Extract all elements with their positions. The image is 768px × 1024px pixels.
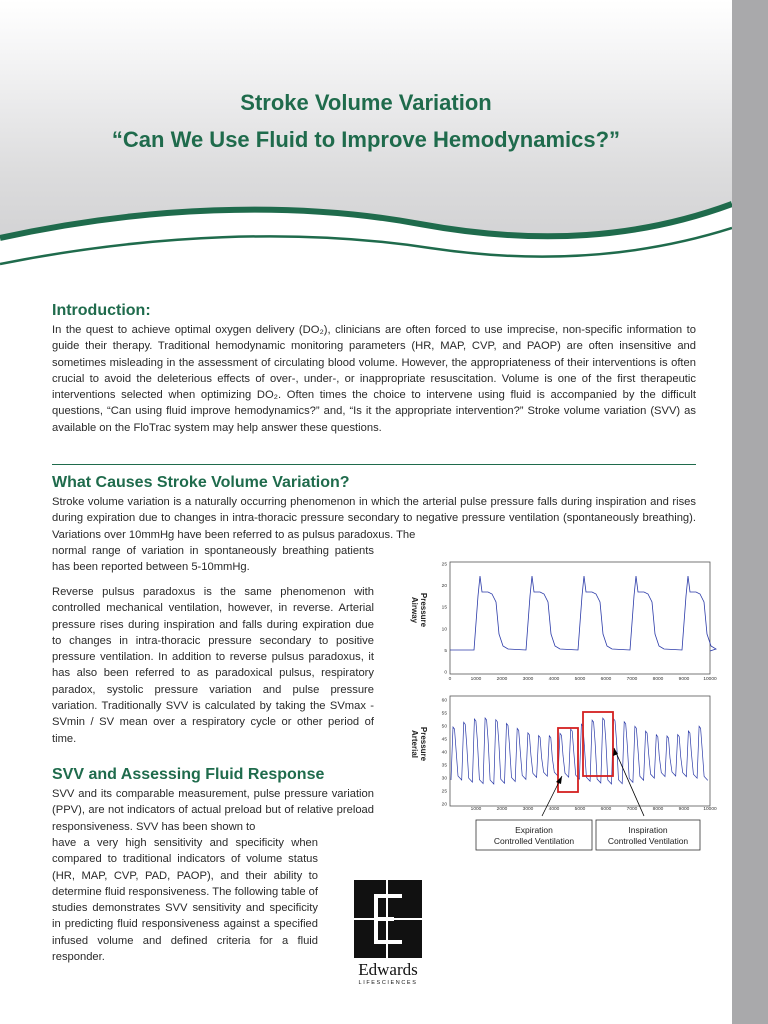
causes-heading: What Causes Stroke Volume Variation? <box>52 474 350 491</box>
arterial-y-tick: 20 <box>441 802 447 808</box>
intro-paragraph: In the quest to achieve optimal oxygen delivery (DO₂), clinicians are often forced to use imprecise, non-specific information to guide their therapy. Traditional hemodynamic monitoring parameters (HR, MAP, CVP, and PAOP) are often insensitive and sometimes misleading in the assessment of circulating blood volume. However, the appropriateness of their interventions is often crucial to avoid the deleterious effects of over-, under-, or inappropriate resuscitation. Volume is one of the first therapeutic interventions selected when optimizing DO₂. Often times the choice to intervene using fluid is accompanied by the difficult questions, “Can using fluid improve hemodynamics?” and, “Is it the appropriate intervention?” Stroke volume variation (SVV) as available on the FloTrac system may help answer these questions. <box>52 324 696 434</box>
section-divider <box>52 464 696 465</box>
airway-y-tick: 5 <box>444 648 447 654</box>
lifesciences-wordmark: LIFESCIENCES <box>358 980 418 986</box>
title-line-1: Stroke Volume Variation <box>240 90 492 115</box>
arterial-x-tick: 2000 <box>496 807 508 812</box>
airway-y-tick: 20 <box>441 584 447 590</box>
expiration-caption-1: Expiration <box>515 825 553 835</box>
airway-x-tick: 0 <box>448 677 452 682</box>
svv-heading: SVV and Assessing Fluid Response <box>52 766 325 783</box>
arterial-x-tick: 8000 <box>652 807 664 812</box>
airway-x-tick: 6000 <box>600 677 612 682</box>
airway-x-tick: 5000 <box>574 677 586 682</box>
inspiration-caption-1: Inspiration <box>628 825 668 835</box>
airway-x-ticks <box>449 676 717 682</box>
arterial-x-tick: 5000 <box>574 807 586 812</box>
arterial-x-tick: 4000 <box>548 807 560 812</box>
arterial-x-tick: 3000 <box>522 807 534 812</box>
svv-paragraph: SVV and its comparable measurement, pulse pressure variation (PPV), are not indicators of actual preload but of relative preload responsiveness. SVV has been shown to <box>52 788 374 833</box>
svv-paragraph-continued: have a very high sensitivity and specificity when compared to traditional indicators of volume status (HR, MAP, CVP, PAD, PAOP), and their ability to determine fluid responsiveness. The following table of studies demonstrates SVV sensitivity and specificity in predicting fluid responsiveness against a specified infused volume and defined criteria for a fluid responder. <box>52 837 318 964</box>
airway-x-tick: 9000 <box>678 677 690 682</box>
airway-x-tick: 1000 <box>470 677 482 682</box>
arterial-x-ticks <box>471 806 717 812</box>
arterial-y-tick: 40 <box>441 750 447 756</box>
arterial-y-tick: 45 <box>441 737 447 743</box>
arterial-label-2: Pressure <box>419 726 428 762</box>
pressure-waveform-svg <box>400 552 720 852</box>
arterial-x-tick: 1000 <box>470 807 482 812</box>
title-line-2: “Can We Use Fluid to Improve Hemodynamics?” <box>111 127 621 152</box>
arterial-plot-frame <box>450 696 710 806</box>
arterial-y-tick: 55 <box>441 711 447 717</box>
airway-y-tick: 10 <box>441 627 447 633</box>
inspiration-caption-2: Controlled Ventilation <box>607 836 689 846</box>
causes-paragraph: Stroke volume variation is a naturally occurring phenomenon in which the arterial pulse pressure falls during inspiration and rises during expiration due to changes in intra-thoracic pressure secondary to negative pressure ventilation (spontaneously breathing). Variations over 10mmHg have been referred to as pulsus paradoxus. The <box>52 496 696 541</box>
airway-x-tick: 7000 <box>626 677 638 682</box>
expiration-caption-2: Controlled Ventilation <box>493 836 575 846</box>
arterial-y-tick: 60 <box>441 698 447 704</box>
arterial-y-tick: 35 <box>441 763 447 769</box>
arterial-y-tick: 25 <box>441 789 447 795</box>
airway-y-ticks <box>442 562 448 676</box>
intro-heading: Introduction: <box>52 302 151 319</box>
arterial-x-tick: 9000 <box>678 807 690 812</box>
airway-x-tick: 3000 <box>522 677 534 682</box>
airway-y-tick: 0 <box>444 670 447 676</box>
causes-paragraph-continued: normal range of variation in spontaneously breathing patients has been reported between 5-10mmHg. <box>52 545 374 574</box>
arterial-y-tick: 50 <box>441 724 447 730</box>
airway-y-tick: 15 <box>441 605 447 611</box>
airway-x-tick: 10000 <box>703 677 717 682</box>
airway-x-tick: 2000 <box>496 677 508 682</box>
airway-x-tick: 4000 <box>548 677 560 682</box>
arterial-x-tick: 6000 <box>600 807 612 812</box>
arterial-y-ticks <box>442 698 448 808</box>
airway-y-tick: 25 <box>441 562 447 568</box>
header-banner <box>0 0 732 290</box>
arterial-label-1: Arterial <box>410 729 419 759</box>
edwards-wordmark: Edwards <box>358 960 418 979</box>
arterial-x-tick: 10000 <box>703 807 717 812</box>
arterial-y-tick: 30 <box>441 776 447 782</box>
pressure-waveform-figure <box>400 552 720 852</box>
airway-label-2: Pressure <box>419 592 428 628</box>
airway-x-tick: 8000 <box>652 677 664 682</box>
airway-label-1: Airway <box>410 596 419 624</box>
reverse-paradoxus-paragraph: Reverse pulsus paradoxus is the same phenomenon with controlled mechanical ventilation, however, in reverse. Arterial pressure rises during inspiration and falls during expiration due to changes in intra-thoracic pressure secondary to positive pressure ventilation. In addition to reverse pulsus paradoxus, it has also been referred to as paradoxical pulsus, respiratory paradox, systolic pressure variation and pulse pressure variation. Traditionally SVV is calculated by taking the SVmax - SVmin / SV mean over a respiratory cycle or other period of time. <box>52 586 374 745</box>
arterial-x-tick: 7000 <box>626 807 638 812</box>
edwards-logo <box>352 880 424 990</box>
page-side-bar <box>732 0 768 1024</box>
